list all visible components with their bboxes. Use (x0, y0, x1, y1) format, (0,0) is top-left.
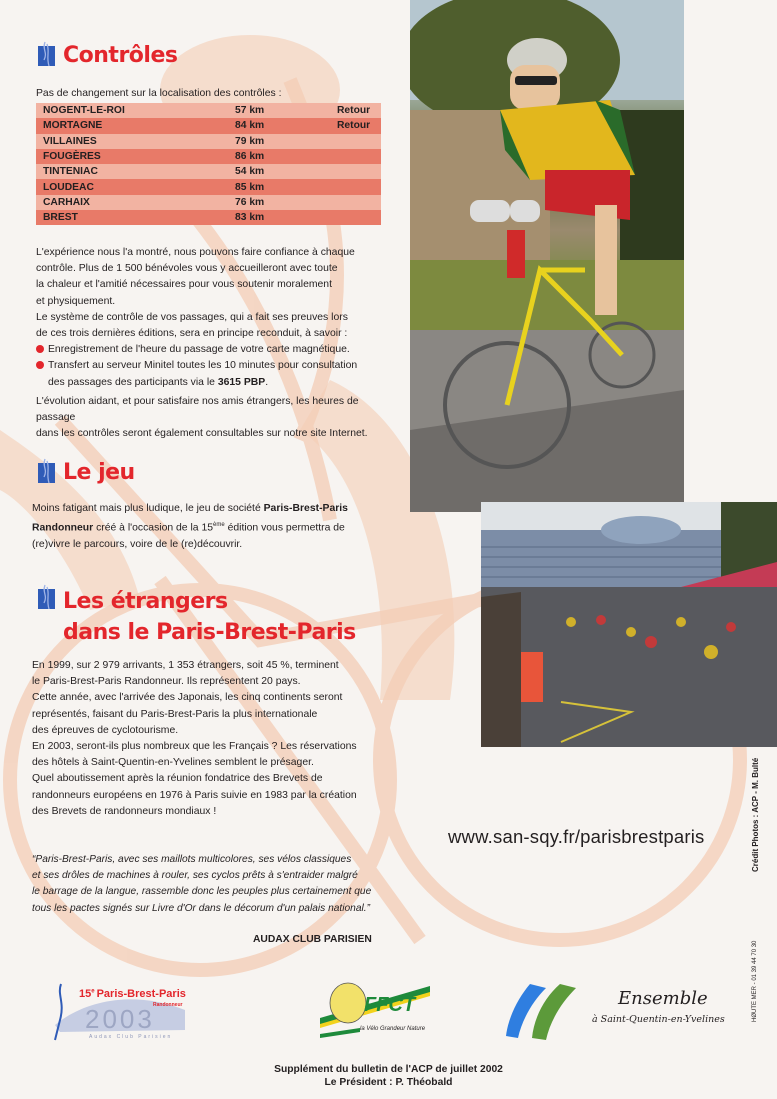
controle-note: Retour (330, 118, 381, 133)
etrangers-body (32, 658, 392, 820)
text-line: randonneurs européens en 1976 à Paris suivie en 1983 par la création (32, 789, 357, 801)
controle-distance: 57 km (193, 103, 330, 118)
photo-credit: Crédit Photos : ACP - M. Bulté (751, 757, 760, 872)
section-heading-jeu (38, 460, 135, 486)
pbp-2003-logo (45, 980, 195, 1045)
text-line (32, 501, 392, 517)
controle-distance: 84 km (193, 118, 330, 133)
text-span: Moins fatigant mais plus ludique, le jeu de société (32, 503, 264, 514)
controle-note (330, 195, 381, 210)
controle-place: NOGENT-LE-ROI (36, 103, 193, 118)
photo-cyclist-yellow-bike (410, 0, 684, 512)
controle-distance: 76 km (193, 195, 330, 210)
text-line: En 1999, sur 2 979 arrivants, 1 353 étrangers, soit 45 %, terminent (32, 660, 339, 671)
jeu-body (32, 501, 392, 553)
text-span: édition vous permettra de (224, 522, 345, 534)
controle-place: CARHAIX (36, 195, 193, 210)
sqy-line1: Ensemble (618, 988, 708, 1009)
controle-row (36, 134, 381, 149)
controle-place: MORTAGNE (36, 118, 193, 133)
footer-line: Le Président : P. Théobald (324, 1077, 453, 1088)
controle-row (36, 103, 381, 118)
section-heading-controles (38, 43, 177, 69)
controle-note (330, 164, 381, 179)
bullet-icon (36, 361, 44, 369)
controle-distance: 86 km (193, 149, 330, 164)
text-line: le Paris-Brest-Paris Randonneur. Ils représentent 20 pays. (32, 676, 301, 688)
cyclist-bib-icon (38, 46, 55, 66)
bullet-text: Transfert au serveur Minitel toutes les 10 minutes pour consultation (48, 360, 358, 372)
controle-note: Retour (330, 103, 381, 118)
minitel-code: 3615 PBP (217, 376, 266, 388)
quote-block (32, 852, 412, 917)
text-line: (re)vivre le parcours, voire de le (re)découvrir. (32, 538, 243, 550)
controle-row (36, 210, 381, 225)
controle-place: TINTENIAC (36, 164, 193, 179)
controle-row (36, 164, 381, 179)
pbp-edition: 15 (79, 988, 92, 1000)
controle-distance: 54 km (193, 164, 330, 179)
controle-row (36, 179, 381, 194)
controle-distance: 83 km (193, 210, 330, 225)
controle-row (36, 149, 381, 164)
text-line: et physiquement. (36, 295, 116, 307)
cyclist-bib-icon (38, 589, 55, 609)
quote-line: “Paris-Brest-Paris, avec ses maillots multicolores, ses vélos classiques (32, 854, 352, 865)
footer-line: Supplément du bulletin de l'ACP de juillet 2002 (274, 1064, 503, 1075)
sqy-line2: à Saint-Quentin-en-Yvelines (592, 1014, 725, 1025)
section-heading-etrangers (38, 586, 356, 648)
ffct-name: FFCT (364, 994, 416, 1016)
controle-place: BREST (36, 210, 193, 225)
text-line: des épreuves de cyclotourisme. (32, 724, 179, 736)
controle-row (36, 195, 381, 210)
text-line (32, 517, 392, 537)
text-line: Quel aboutissement après la réunion fondatrice des Brevets de (32, 773, 323, 785)
bullet-continuation (36, 375, 396, 391)
text-line: des hôtels à Saint-Quentin-en-Yvelines semblent le présager. (32, 757, 314, 769)
pbp-year: 2003 (85, 1004, 155, 1034)
text-line: de ces trois dernières éditions, sera en principe reconduit, à savoir : (36, 328, 348, 340)
bullet-icon (36, 345, 44, 353)
heading-text: Contrôles (63, 43, 178, 68)
ordinal-suffix: ème (213, 522, 225, 529)
quote-line: tous les pactes signés sur Livre d'Or dans le décorum d'un palais national.” (32, 902, 370, 914)
text-line: la chaleur et l'amitié nécessaires pour vous soutenir moralement (36, 279, 332, 291)
printer-credit: HØUTE MER - 01 39 44 70 30 (752, 940, 758, 1022)
quote-author: AUDAX CLUB PARISIEN (253, 934, 372, 945)
heading-text: Le jeu (63, 460, 135, 485)
text-line: En 2003, seront-ils plus nombreux que les Français ? Les réservations (32, 741, 357, 753)
photo-peloton-saint-quentin (481, 502, 777, 747)
controle-place: VILLAINES (36, 134, 193, 149)
text-line: des Brevets de randonneurs mondiaux ! (32, 805, 217, 817)
bullet-item (36, 358, 396, 374)
pbp-club: Audax Club Parisien (89, 1034, 173, 1040)
controles-body (36, 245, 396, 442)
text-line: représentés, faisant du Paris-Brest-Paris la plus internationale (32, 708, 318, 720)
text-line: dans les contrôles seront également consultables sur notre site Internet. (36, 428, 368, 440)
text-line: L'évolution aidant, et pour satisfaire nos amis étrangers, les heures de passage (36, 395, 359, 424)
controle-distance: 85 km (193, 179, 330, 194)
controle-row (36, 118, 381, 133)
game-name: Randonneur (32, 522, 94, 534)
controle-note (330, 149, 381, 164)
game-name: Paris-Brest-Paris (263, 503, 348, 514)
heading-text: dans le Paris-Brest-Paris (63, 620, 356, 645)
controle-note (330, 210, 381, 225)
text-span: des passages des participants via le (48, 376, 218, 388)
controle-note (330, 179, 381, 194)
heading-text: Les étrangers (63, 589, 228, 614)
quote-line: et ses drôles de machines à rouler, ses cyclos prêts à s'entraider malgré (32, 870, 358, 882)
ffct-logo (320, 978, 430, 1040)
controles-intro: Pas de changement sur la localisation des contrôles : (36, 88, 282, 99)
text-span: . (265, 376, 269, 388)
bullet-item (36, 342, 396, 358)
sqy-ensemble-logo (500, 978, 740, 1043)
pbp-edition-suffix: e (91, 988, 95, 995)
text-line: Cette année, avec l'arrivée des Japonais, les cinq continents seront (32, 692, 343, 704)
website-url[interactable]: www.san-sqy.fr/parisbrestparis (448, 826, 705, 847)
text-line: contrôle. Plus de 1 500 bénévoles vous y accueilleront avec toute (36, 263, 338, 275)
controle-place: FOUGÈRES (36, 149, 193, 164)
bullet-text: Enregistrement de l'heure du passage de votre carte magnétique. (48, 344, 350, 356)
controle-place: LOUDEAC (36, 179, 193, 194)
ffct-tagline: la Vélo Grandeur Nature (360, 1026, 426, 1032)
quote-line: le barrage de la langue, rassemble donc les peuples plus certainement que (32, 886, 372, 898)
footer (0, 1063, 777, 1089)
controle-note (330, 134, 381, 149)
text-span: créé à l'occasion de la 15 (93, 522, 214, 534)
text-line: L'expérience nous l'a montré, nous pouvons faire confiance à chaque (36, 247, 355, 258)
text-line: Le système de contrôle de vos passages, qui a fait ses preuves lors (36, 311, 348, 323)
pbp-sub: Randonneur (153, 1002, 183, 1008)
cyclist-bib-icon (38, 463, 55, 483)
controle-distance: 79 km (193, 134, 330, 149)
controles-table (36, 103, 381, 225)
pbp-name: Paris-Brest-Paris (96, 988, 186, 1000)
